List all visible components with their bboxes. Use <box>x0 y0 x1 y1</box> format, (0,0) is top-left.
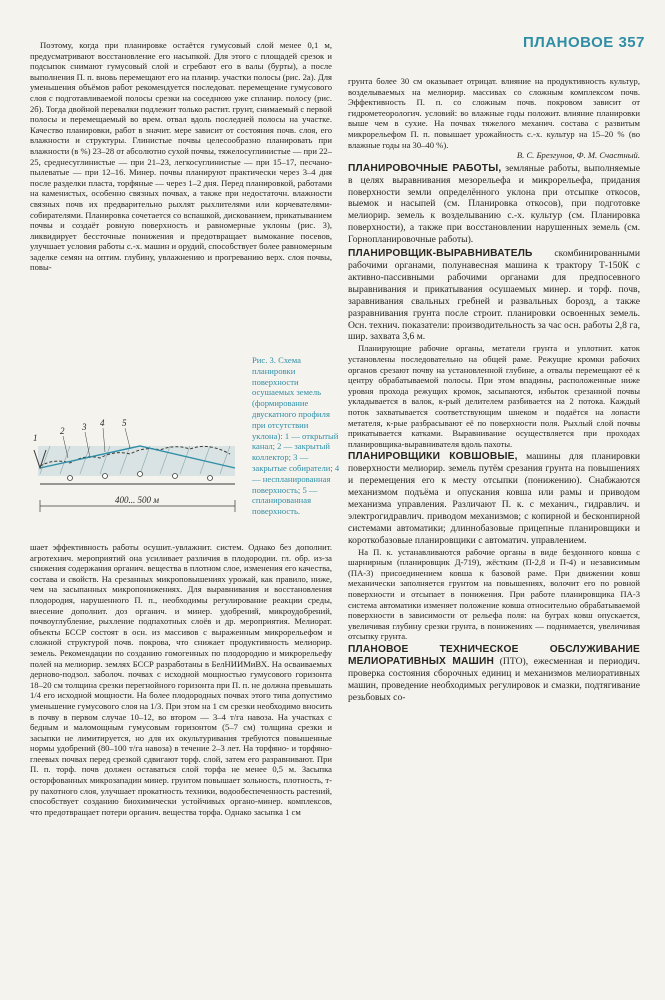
figure-caption <box>252 355 340 517</box>
signature: В. С. Брезгунов, Ф. М. Счастный. <box>516 150 640 161</box>
entry-planirovochnye-raboty <box>348 163 640 246</box>
entry-text: (ПТО), ежесменная и периодич. проверка состояния сборочных единиц и механизмов мелиоративных машин, проведение необходимых регулировок и смазки, подтягивание резьбовых со- <box>348 655 640 703</box>
entry-text: скомбинированными рабочими органами, полунавесная машина к трактору Т-150К с активно-пассивными рабочими органами для предпосевного выравнивания и прикатывания осушаемых минер. и торф. почв, заравнивания свальных гребней и развальных борозд, а также разравнивания грунта после строит. планировки освоенных земель. Осн. технич. показатели: производительность за час осн. работы 2,8 га, шир. захвата 3,6 м. <box>348 248 640 343</box>
label-4: 4 <box>100 418 105 428</box>
entry-small-text: На П. к. устанавливаются рабочие органы в виде бездонного ковша с шарнирным (планировщик Д-719), жёстким (П-2,8 и П-4) и независимым (ПА-3) присоединением ковша к базовой раме. При движении ковш механически заполняется грунтом на повышениях, волочит его по ровной поверхности и отсыпает в понижения. При работе планировщика ПА-3 система автоматики изменяет положение ковша относительно обрабатываемой поверхности в зависимости от рельефа поля: на буграх ковш опускается, увеличивая глубину срезки грунта, в понижениях — поднимается, увеличивая отсыпку грунта. <box>348 546 640 642</box>
entry-planirovshchik-vyravnivatel <box>348 248 640 343</box>
right-column <box>348 76 640 976</box>
entry-planovoe-to <box>348 644 640 704</box>
paragraph: шает эффективность работы осушит.-увлажнит. систем. Однако без дополнит. агротехнич. мероприятий она усиливает различия в плодородии. гл. обр. из-за снижения содержания органич. вещества в плотном слое, изменения его качества, состава и свойств. На срезанных микроповышениях урожай, как правило, ниже, чем на засыпанных микропонижениях. Для выравнивания и восстановления плодородия, нарушенного П. п., необходимы регулирование реакции среды, внесение дополнит. доз органич. и минер. удобрений, микроудобрений, почвоуглубление, рыхление подпахотных слоёв и др. мероприятия. Мелиорат. объекты БССР состоят в осн. из массивов с выраженным микрорельефом и сложной структурой почв. покрова, что снижает продуктивность мелиорир. земель. Рекомендации по созданию гомогенных по плодородию и микрорельефу полей на мелиорир. землях БССР разработаны в БелНИИМиВХ. На осваиваемых дерново-подзол. заболоч. почвах с исходной мощностью гумусового горизонта 18–20 см толщина срезки перегнойного горизонта при П. п. не должна превышать 1/4 его исходной мощности. На более плодородных почвах этого типа допустимо уменьшение гумусового слоя на 1/3. При этом на 1 см срезки необходимо вносить в почву в первом случае 10–12, во втором — 3–4 т/га навоза. На участках с бедным и маломощным гумусовым горизонтом (5–7 см) толщина срезки и засыпки не лимитируется, но для их окультуривания требуются повышенные нормы удобрений (80–100 т/га навоза) в течение 2–3 лет. На торфяно- и торфяно-глеевых почвах перед срезкой сдвигают торф. слой, затем его разравнивают. При П. п. торф. почв должен оставаться слой торфа не менее 0,5 м. Засыпка осторфованных микрозападин минер. грунтом повышает зольность, плотность, т-ру пахотного слоя, улучшает прокатность техники, водообеспеченность растений, способствует созданию биохимически устойчивых органо-минер. комплексов, что предотвращает потери органич. вещества торфа. Однако засыпка 1 см <box>30 542 332 817</box>
right-top-text: грунта более 30 см оказывает отрицат. влияние на продуктивность культур, возделываемых на мелиорир. массивах со сложным комплексом почв. Эффективность П. п. со сложным почв. покровом зависит от гидрометеорологич. условий: во влажные годы положит. влияние планировки выше чем в сухие. На почвах тяжелого механич. состава с развитым микрорельефом П. п. повышает урожайность с.-х. культур на 15–20 % (во влажные годы на 30–40 %). <box>348 76 640 150</box>
label-3: 3 <box>82 422 87 432</box>
label-2: 2 <box>60 426 65 436</box>
entry-title: ПЛАНИРОВЩИКИ КОВШОВЫЕ, <box>348 451 518 463</box>
header-word: ПЛАНОВОЕ <box>523 34 614 51</box>
entry-title: ПЛАНОВОЕ ТЕХНИЧЕСКОЕ ОБСЛУЖИВАНИЕ МЕЛИОРАТИВНЫХ МАШИН <box>348 643 640 667</box>
entry-text: машины для планировки поверхности мелиорир. земель путём срезания грунта на повышениях и перемещения его к месту отсыпки (понижению). Снабжаются механизмом подъёма и опускания ковша или рамы и приводом механизма управления. Различают П. к. с механич., гидравлич. и электрогидравлич. приводом механизмов; с копирной и бесконпирной системами автоматики; длиннобазовые прицепные планировщики и короткобазовые планировщики с автоматич. управлением. <box>348 451 640 546</box>
label-5: 5 <box>122 418 127 428</box>
left-bottom-text <box>30 542 332 968</box>
entry-planirovshchiki-kovshovye <box>348 451 640 546</box>
entry-title: ПЛАНИРОВОЧНЫЕ РАБОТЫ, <box>348 162 502 174</box>
dimension-label: 400... 500 м <box>115 495 159 505</box>
caption-text: Рис. 3. Схема планировки поверхности осушаемых земель (формирование двускатного профиля при отсутствии уклона): 1 — открытый канал; 2 — закрытый коллектор; 3 — закрытые собиратели; 4 — неспланированная поверхность; 5 — спланированная поверхность. <box>252 355 340 517</box>
entry-small-text: Планирующие рабочие органы, метатели грунта и уплотнит. каток установлены последовательно на общей раме. Режущие кромки рабочих органов срезают почву на установленной глубине, а отвалы перемещают её к центру обрабатываемой полосы. При этом впадины, расположенные ниже уровня прохода режущих кромок, засыпаются, избыток срезанной почвы укладывается в валок, к-рый делителем разбивается на 2 потока. Каждый поток захватывается соответствующим шнеком и подаётся на лопасти метателя, к-рые разбрасывают её по поверхности поля. Рыхлый слой почвы прикатывается катками. Выравнивание осуществляется при проходах планировщика-выравнивателя вдоль пахоты. <box>348 343 640 449</box>
page-number: 357 <box>618 34 645 51</box>
running-header <box>495 34 645 51</box>
entry-title: ПЛАНИРОВЩИК-ВЫРАВНИВАТЕЛЬ <box>348 248 533 260</box>
paragraph: Поэтому, когда при планировке остаётся гумусовый слой менее 0,1 м, предусматривают восстановление его насыпкой. Для этого с площадей срезок и подсыпок снимают гумусовый слой и сгребают его в валы (бурты), а после выполнения П. п. вновь перемещают его на планир. участки полосы (рис. 2а). Для уменьшения объёмов работ рекомендуется последоват. перемещение гумусового слоя с подготавливаемой полосы срезки на соседнюю уже спланир. полосу (рис. 2б). Тогда двойной перевалки подлежит только растит. грунт, снимаемый с первой полосы и перемещаемый во врем. отвал вдоль последней полосы на участке. Качество планировки, работ в значит. мере зависит от состояния почв. слоя, его влажности и структуры. Глинистые почвы целесообразно планировать при влажности (в %) 23–28 от абсолютно сухой почвы, тяжелосуглинистые — при 22–25, среднесуглинистые — при 21–23, легкосуглинистые — при 15–17, песчано-пылеватые — при 12–16. Минер. почвы планируют практически через 3–4 дня после разделки пласта, торфяные — через 1–2 дня. Перед планировкой, работами на каменистых, особенно связных почвах, а также при недостаточн. влажности связных почв их предварительно рыхлят рыхлителями или корчевателями-собирателями. Планировка сочетается со вспашкой, дискованием, прикатыванием почвы и создаёт ровную поверхность и равномерные уклоны (рис. 3), ликвидирует бессточные понижения и предотвращает вымокание посевов, улучшает условия работы с.-х. машин и орудий, способствует более равномерным заделке семян на оптим. глубину, увлажнению и прогреванию верх. слоя почвы, повы- <box>30 40 332 273</box>
figure-scheme <box>30 346 255 541</box>
entry-text: земляные работы, выполняемые в целях выравнивания мезорельефа и микрорельефа, придания поверхности земли определённого уклона при отсыпке откосов, выемок и насыпей (см. Планировка откосов), при подготовке мелиорир. земель к возделыванию с.-х. культур (см. Планировка поверхности), а также при восстановлении нарушенных земель (см. Горнопланировочные работы). <box>348 162 640 246</box>
left-top-text <box>30 40 332 342</box>
label-1: 1 <box>33 433 38 443</box>
